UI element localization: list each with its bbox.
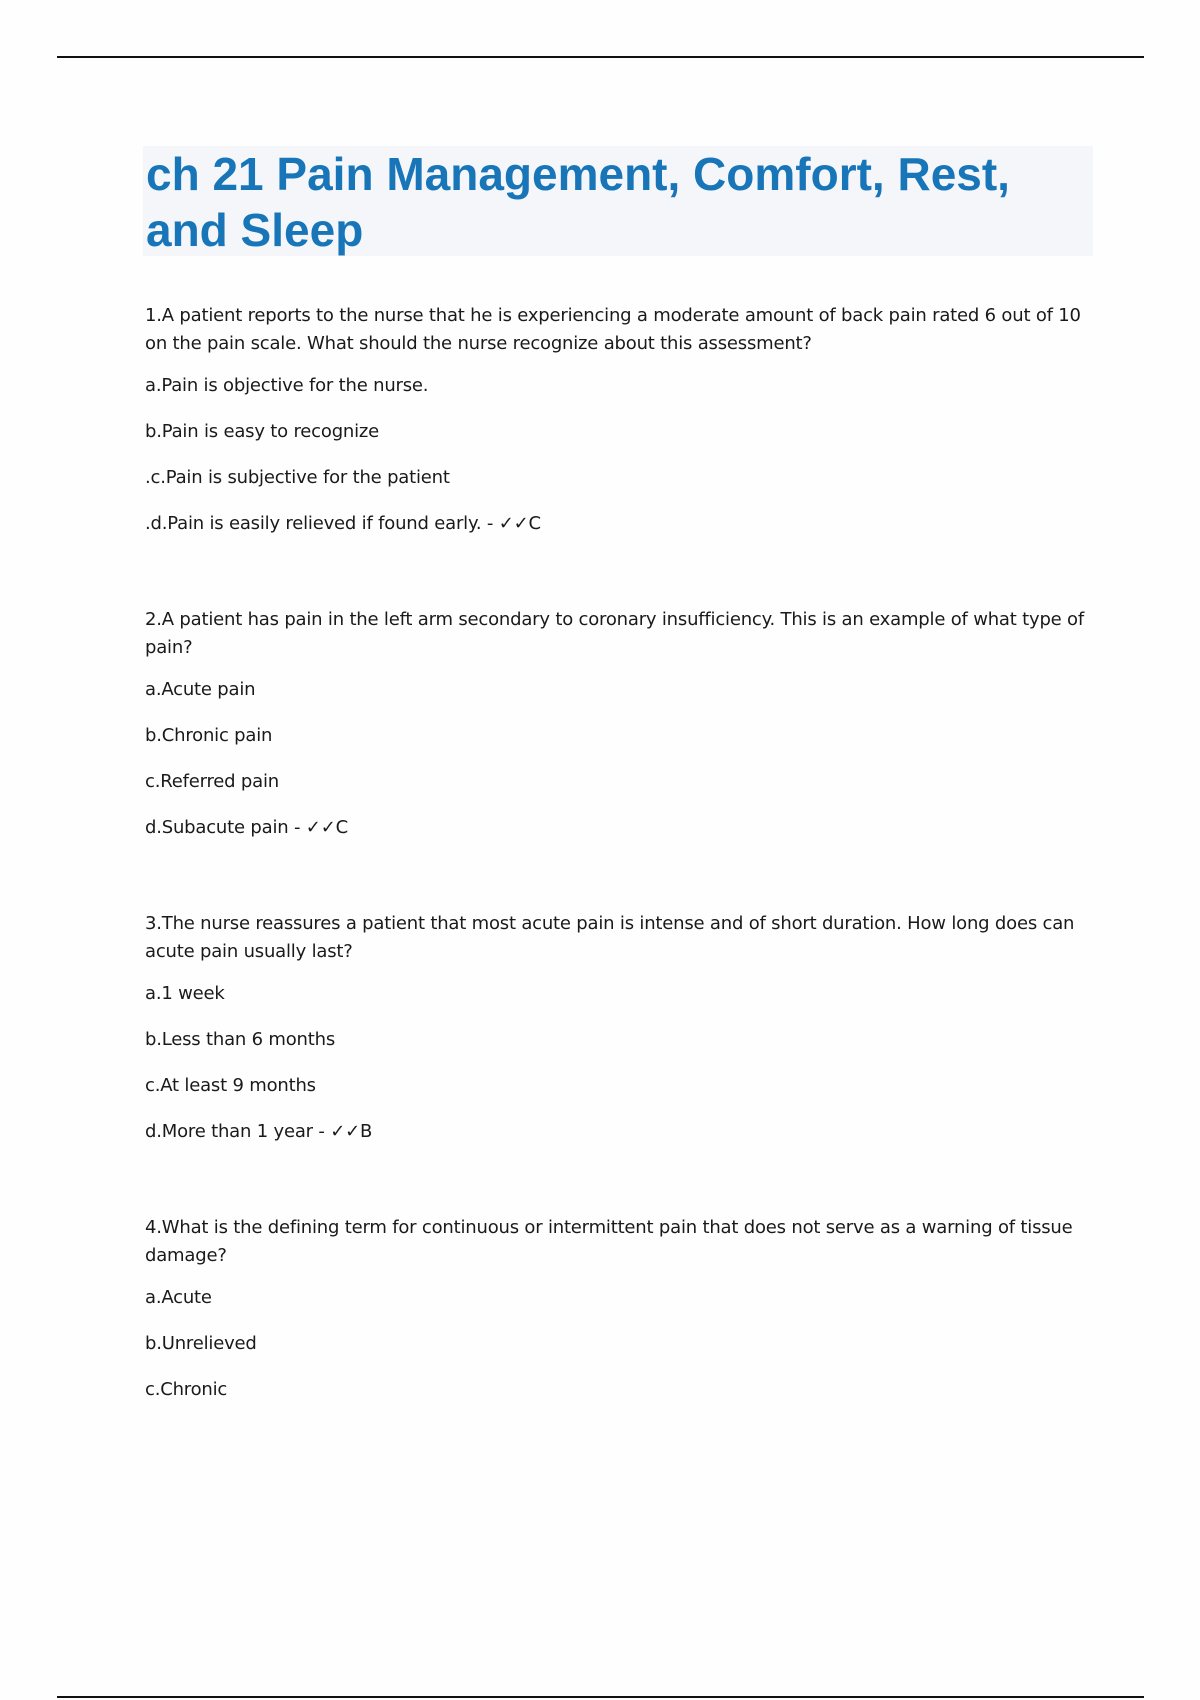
question-1	[145, 302, 1095, 538]
option-c: .c.Pain is subjective for the patient	[145, 467, 450, 488]
option-c: c.Referred pain	[145, 771, 279, 792]
option-a: a.1 week	[145, 983, 225, 1004]
option-c: c.At least 9 months	[145, 1075, 316, 1096]
option-d	[145, 1118, 1095, 1146]
answer-key: - ✓✓B	[312, 1121, 373, 1142]
question-3	[145, 910, 1095, 1146]
option-a: a.Acute pain	[145, 679, 256, 700]
top-rule	[57, 56, 1144, 58]
option-a: a.Acute	[145, 1287, 212, 1308]
option-b: b.Unrelieved	[145, 1333, 257, 1354]
option-c: c.Chronic	[145, 1379, 228, 1400]
option-d	[145, 814, 1095, 842]
option-text: .d.Pain is easily relieved if found early.	[145, 513, 482, 534]
option-b: b.Chronic pain	[145, 725, 273, 746]
question-text: 3.The nurse reassures a patient that most acute pain is intense and of short duration. How long does can acute pain usually last?	[145, 913, 1075, 962]
option-b: b.Less than 6 months	[145, 1029, 336, 1050]
question-list	[145, 302, 1095, 1404]
question-text: 4.What is the defining term for continuous or intermittent pain that does not serve as a warning of tissue damage?	[145, 1217, 1073, 1266]
answer-key: - ✓✓C	[481, 513, 541, 534]
question-2	[145, 606, 1095, 842]
option-text: d.Subacute pain	[145, 817, 289, 838]
option-b: b.Pain is easy to recognize	[145, 421, 380, 442]
question-text: 2.A patient has pain in the left arm secondary to coronary insufficiency. This is an example of what type of pain?	[145, 609, 1085, 658]
option-a: a.Pain is objective for the nurse.	[145, 375, 429, 396]
option-d	[145, 510, 1095, 538]
answer-key: - ✓✓C	[288, 817, 348, 838]
question-4	[145, 1214, 1095, 1404]
bottom-rule	[57, 1696, 1144, 1698]
question-text: 1.A patient reports to the nurse that he is experiencing a moderate amount of back pain rated 6 out of 10 on the pain scale. What should the nurse recognize about this assessment?	[145, 305, 1081, 354]
option-text: d.More than 1 year	[145, 1121, 313, 1142]
document-title: ch 21 Pain Management, Comfort, Rest, and Sleep	[146, 148, 1010, 256]
